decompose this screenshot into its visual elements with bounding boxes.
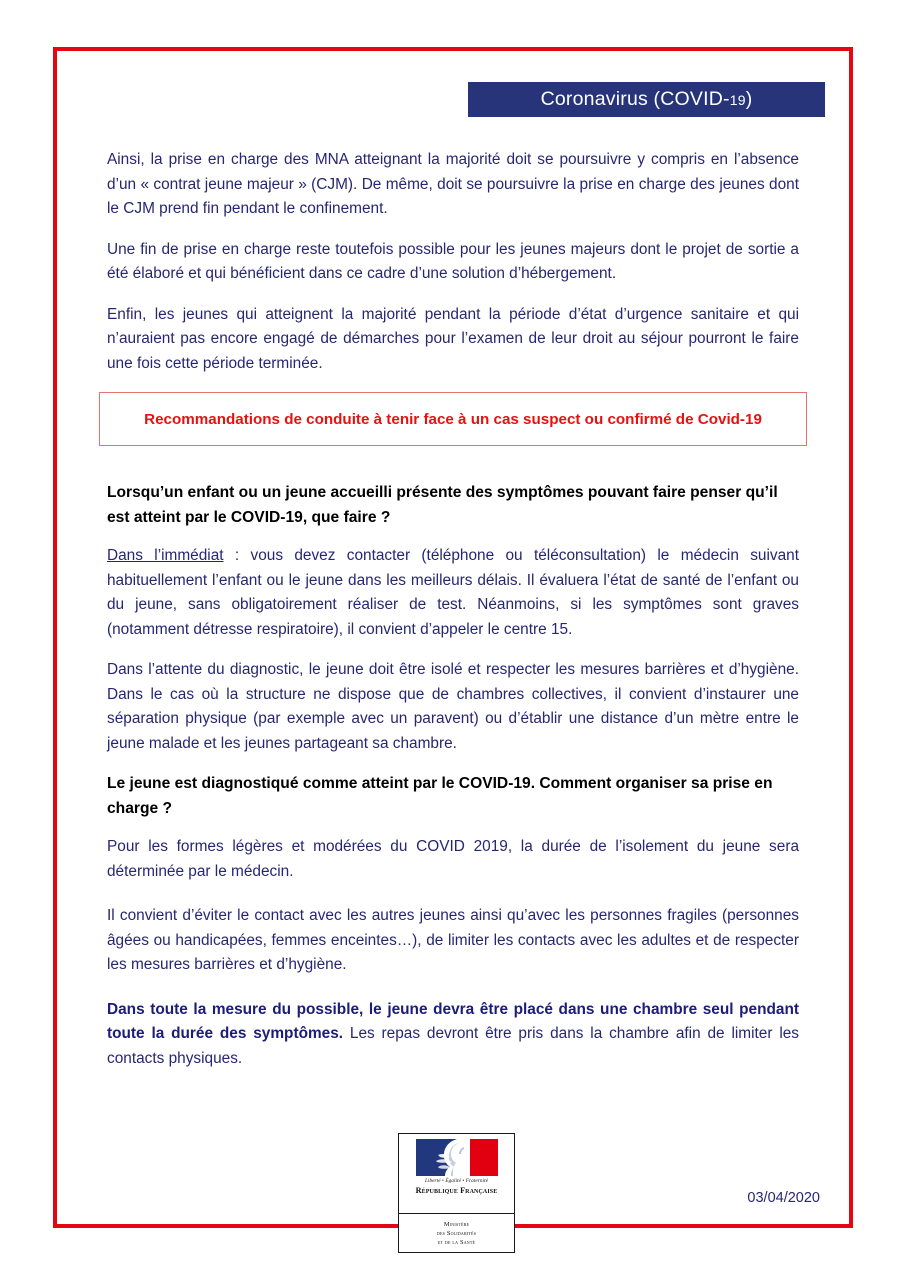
paragraph-chambre-seul — [107, 998, 799, 1072]
logo-top-section — [399, 1134, 514, 1214]
paragraph-majorite-urgence: Enfin, les jeunes qui atteignent la majorité pendant la période d’état d’urgence sanitaire et qui n’auraient pas encore engagé de démarches pour l’examen de leur droit au séjour pourront le faire une fois cette période terminée. — [107, 305, 799, 372]
page-title-close: ) — [745, 88, 753, 110]
logo-ministere-section — [399, 1214, 514, 1252]
paragraph-dans-limmediat-rest: : vous devez contacter (téléphone ou téléconsultation) le médecin suivant habituellement l’enfant ou le jeune dans les meilleurs délais. Il évaluera l’état de santé de l’enfant ou du jeune, sans obligatoirement réaliser de test. Néanmoins, si les symptômes sont graves (notamment détresse respiratoire), il convient d’appeler le centre 15. — [107, 547, 799, 638]
logo-devise: Liberté • Égalité • Fraternité — [424, 1178, 489, 1184]
page-title-sub: 19 — [729, 92, 746, 108]
page-title-main: Coronavirus (COVID- — [540, 88, 730, 110]
marianne-profile-icon — [434, 1139, 480, 1176]
recommendations-callout-text: Recommandations de conduite à tenir face à un cas suspect ou confirmé de Covid-19 — [144, 410, 762, 428]
heading-diagnostique: Le jeune est diagnostiqué comme atteint par le COVID-19. Comment organiser sa prise en charge ? — [107, 775, 773, 817]
recommendations-callout — [99, 392, 807, 446]
paragraph-chambre-seul-bold: Dans toute la mesure du possible, le jeune devra être placé dans une chambre seul pendant toute la durée des symptômes. — [107, 1000, 799, 1042]
header-banner — [468, 82, 825, 117]
heading-symptomes: Lorsqu’un enfant ou un jeune accueilli présente des symptômes pouvant faire penser qu’il est atteint par le COVID-19, que faire ? — [107, 484, 778, 526]
logo-republique-francaise: République Française — [415, 1186, 498, 1195]
paragraph-chambre-seul-rest: Les repas devront être pris dans la chambre afin de limiter les contacts physiques. — [107, 1025, 799, 1067]
paragraph-dans-limmediat-lead: Dans l’immédiat — [107, 547, 224, 564]
page-title — [541, 88, 753, 111]
logo-ministere-line1: Ministère — [443, 1220, 470, 1228]
paragraph-formes-legeres: Pour les formes légères et modérées du COVID 2019, la durée de l’isolement du jeune sera déterminée par le médecin. — [107, 838, 799, 880]
footer-date: 03/04/2020 — [747, 1190, 820, 1206]
paragraph-mna: Ainsi, la prise en charge des MNA atteignant la majorité doit se poursuivre y compris en l’absence d’un « contrat jeune majeur » (CJM). De même, doit se poursuivre la prise en charge des jeunes dont le CJM prend fin pendant le confinement. — [107, 151, 799, 217]
paragraph-dans-limmediat — [107, 544, 799, 642]
republique-francaise-logo — [398, 1133, 515, 1253]
paragraph-attente-diagnostic: Dans l’attente du diagnostic, le jeune doit être isolé et respecter les mesures barrières et d’hygiène. Dans le cas où la structure ne dispose que de chambres collectives, il convient d’instaurer une séparation physique (par exemple avec un paravent) ou d’établir une distance d’un mètre entre le jeune malade et les jeunes partageant sa chambre. — [107, 661, 799, 752]
paragraph-eviter-contact: Il convient d’éviter le contact avec les autres jeunes ainsi qu’avec les personnes fragiles (personnes âgées ou handicapées, femmes enceintes…), de limiter les contacts avec les adultes et de respecter les mesures barrières et d’hygiène. — [107, 907, 799, 973]
marianne-flag-icon — [416, 1139, 498, 1176]
intro-paragraphs — [107, 148, 799, 386]
logo-ministere-line3: et de la Santé — [437, 1238, 476, 1246]
paragraph-fin-prise-en-charge: Une fin de prise en charge reste toutefois possible pour les jeunes majeurs dont le projet de sortie a été élaboré et qui bénéficient dans ce cadre d’une solution d’hébergement. — [107, 240, 799, 282]
logo-ministere-line2: des Solidarités — [436, 1229, 477, 1237]
document-footer — [53, 1128, 853, 1246]
main-body — [107, 481, 799, 1071]
